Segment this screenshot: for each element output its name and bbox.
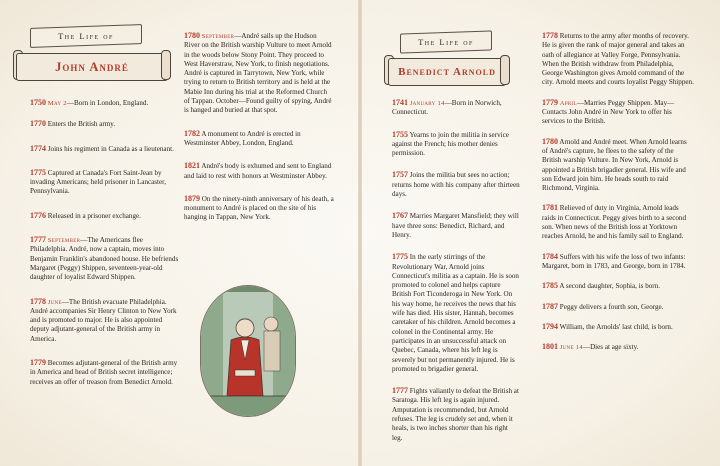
entry-text: Enters the British army. — [47, 120, 116, 129]
timeline-entry — [184, 31, 334, 116]
entry-year: 1780 — [184, 31, 200, 40]
arnold-timeline-col1 — [392, 98, 520, 454]
timeline-entry — [542, 322, 694, 332]
entry-year: 1777 — [392, 386, 408, 396]
entry-text: On the ninety-ninth anniversary of his death, a monument to André is placed on the site of his hanging in Tappan, New York. — [184, 194, 334, 222]
timeline-entry — [30, 119, 180, 129]
timeline-entry — [392, 130, 520, 159]
entry-text: —Born in Norwich, Connecticut. — [392, 99, 502, 117]
entry-text: In the early stirrings of the Revolutionary War, Arnold joins Connecticut's militia as a captain. He is soon promoted to colonel and helps capture British Fort Ticonderoga in New York. On his way home, he receives the news that his wife has died. His sister, Hannah, becomes caretaker of his children. Arnold becomes a colonel in the Continental army. He participates in an unsuccessful attack on Quebec, Canada, where his left leg is severely but not permanently injured. He is promoted to brigadier general. — [392, 253, 519, 373]
entry-text: Marries Margaret Mansfield; they will have three sons: Benedict, Richard, and Henry. — [392, 212, 519, 239]
entry-year: 1801 — [542, 342, 558, 352]
entry-text: —Dies at age sixty. — [582, 343, 639, 352]
entry-text: Becomes adjutant-general of the British army in America and head of British secret intelligence; receives an offer of treason from Benedict Arnold. — [30, 359, 178, 386]
entry-text: —Marries Peggy Shippen. May—Contacts John André in New York to offer his services to the British. — [542, 98, 675, 126]
timeline-entry — [392, 252, 520, 374]
entry-month: June — [47, 298, 62, 306]
banner-plate — [16, 53, 168, 81]
entry-year: 1781 — [542, 203, 558, 213]
entry-text: —Born in London, England. — [66, 99, 149, 107]
timeline-entry — [30, 235, 180, 282]
entry-year: 1770 — [30, 119, 46, 129]
entry-month: September — [47, 237, 81, 245]
entry-year: 1779 — [542, 97, 558, 107]
banner-subtitle: The Life of — [58, 31, 114, 41]
entry-year: 1785 — [542, 281, 558, 291]
entry-text: Fights valiantly to defeat the British at Saratoga. His left leg is again injured. Amputation is recommended, but Arnold refuses. The leg is crudely set and, when it heals, is two inches shorter than his right leg. — [392, 387, 519, 442]
entry-text: Joins the militia but sees no action; returns home with his company after thirteen days. — [392, 171, 520, 199]
scroll-cap-right — [500, 55, 510, 85]
entry-text: Joins his regiment in Canada as a lieutenant. — [47, 144, 174, 153]
entry-year: 1777 — [30, 235, 46, 245]
entry-year: 1821 — [184, 161, 200, 171]
andre-timeline-col1 — [30, 98, 180, 398]
entry-year: 1776 — [30, 210, 46, 220]
entry-year: 1767 — [392, 211, 408, 221]
entry-year: 1780 — [542, 136, 558, 146]
entry-year: 1774 — [30, 143, 46, 153]
banner-subtitle: The Life of — [418, 37, 474, 47]
entry-year: 1794 — [542, 321, 558, 331]
page-gutter — [358, 0, 362, 466]
timeline-entry — [184, 161, 334, 181]
entry-year: 1757 — [392, 170, 408, 180]
entry-text: André's body is exhumed and sent to England and laid to rest with honors at Westminster Abbey. — [184, 162, 332, 180]
banner-name: Benedict Arnold — [398, 66, 496, 78]
entry-year: 1778 — [30, 296, 46, 306]
timeline-entry — [392, 211, 520, 240]
entry-text: Released in a prisoner exchange. — [47, 211, 141, 220]
entry-text: Yearns to join the militia in service against the French; his mother denies permission. — [392, 130, 509, 158]
entry-text: —André sails up the Hudson River on the British warship Vulture to meet Arnold in the woods below Stony Point. They proceed to West Haverstraw, New York, to finish negotiations. André is captured in Tarrytown, New York, while trying to return to British territory and is held at the Mabie Inn during his trial at the Reformed Church of Tappan. October—Found guilty of spying, André is hanged and buried at that spot. — [184, 32, 332, 115]
entry-text: Peggy delivers a fourth son, George. — [559, 302, 664, 311]
entry-text: A monument to André is erected in Westminster Abbey, London, England. — [184, 129, 301, 147]
timeline-entry — [30, 168, 180, 197]
entry-text: Arnold and André meet. When Arnold learns of André's capture, he flees to the safety of the British warship Vulture. In New York, Arnold is appointed a British brigadier general. His wife and son Edward join him. He heads south to raid Richmond, Virginia. — [542, 137, 687, 193]
entry-year: 1779 — [30, 358, 46, 368]
entry-text: Suffers with his wife the loss of two infants: Margaret, born in 1783, and George, born in 1784. — [542, 252, 686, 270]
entry-year: 1775 — [30, 167, 46, 177]
entry-year: 1741 — [392, 98, 408, 107]
scroll-cap-right — [161, 50, 171, 80]
entry-month: April — [559, 99, 577, 107]
entry-text: Relieved of duty in Virginia, Arnold leads raids in Connecticut. Peggy gives birth to a second son. When news of the British loss at Yorktown reaches Arnold, he and his family sail to England. — [542, 204, 687, 241]
timeline-entry — [30, 98, 180, 108]
timeline-entry — [392, 170, 520, 199]
arnold-timeline-col2 — [542, 31, 694, 363]
timeline-entry — [392, 98, 520, 118]
timeline-entry — [30, 297, 180, 344]
entry-text: Captured at Canada's Fort Saint-Jean by invading Americans; held prisoner in Lancaster, Pennsylvania. — [30, 168, 167, 196]
portrait-drawing — [201, 286, 295, 416]
timeline-entry — [542, 137, 694, 194]
timeline-entry — [30, 144, 180, 154]
timeline-entry — [184, 129, 334, 149]
andre-portrait-illustration — [200, 285, 296, 417]
andre-timeline-col2 — [184, 31, 334, 234]
timeline-entry — [30, 358, 180, 387]
entry-text: —The British evacuate Philadelphia. André accompanies Sir Henry Clinton to New York and is promoted to major. He is also appointed deputy adjutant-general of the British army in America. — [30, 297, 177, 343]
entry-text: William, the Arnolds' last child, is born. — [559, 322, 673, 331]
andre-banner — [16, 26, 166, 86]
timeline-entry — [542, 252, 694, 272]
timeline-entry — [542, 98, 694, 127]
entry-month: June 14 — [559, 344, 583, 352]
banner-ribbon — [30, 24, 142, 48]
timeline-entry — [542, 302, 694, 312]
entry-year: 1775 — [392, 252, 408, 262]
entry-year: 1787 — [542, 301, 558, 311]
entry-year: 1750 — [30, 98, 46, 107]
entry-text: —The Americans flee Philadelphia. André, now a captain, moves into Benjamin Franklin's abandoned house. He befriends Margaret (Peggy) Shippen, seventeen-year-old daughter of loyalist Edward Shippen. — [30, 236, 179, 282]
entry-year: 1784 — [542, 251, 558, 261]
entry-text: Returns to the army after months of recovery. He is given the rank of major general and takes an oath of allegiance at Valley Forge, Pennsylvania. When the British withdraw from Philadelphia, George Washington gives Arnold command of the city. Arnold meets and courts loyalist Peggy Shippen. — [542, 32, 694, 87]
timeline-entry — [542, 203, 694, 241]
entry-year: 1755 — [392, 129, 408, 139]
entry-year: 1782 — [184, 128, 200, 138]
arnold-banner — [388, 32, 504, 92]
timeline-entry — [542, 342, 694, 352]
timeline-entry — [542, 31, 694, 88]
entry-month: May 2 — [47, 100, 67, 107]
entry-text: A second daughter, Sophia, is born. — [559, 282, 660, 291]
timeline-entry — [392, 386, 520, 443]
banner-plate — [388, 58, 506, 86]
timeline-entry — [542, 281, 694, 291]
banner-ribbon — [400, 30, 492, 53]
banner-name: John André — [55, 60, 129, 74]
entry-year: 1879 — [184, 193, 200, 203]
entry-year: 1778 — [542, 31, 558, 40]
timeline-entry — [30, 211, 180, 221]
timeline-entry — [184, 194, 334, 223]
entry-month: January 14 — [409, 100, 445, 107]
entry-month: September — [201, 33, 235, 40]
